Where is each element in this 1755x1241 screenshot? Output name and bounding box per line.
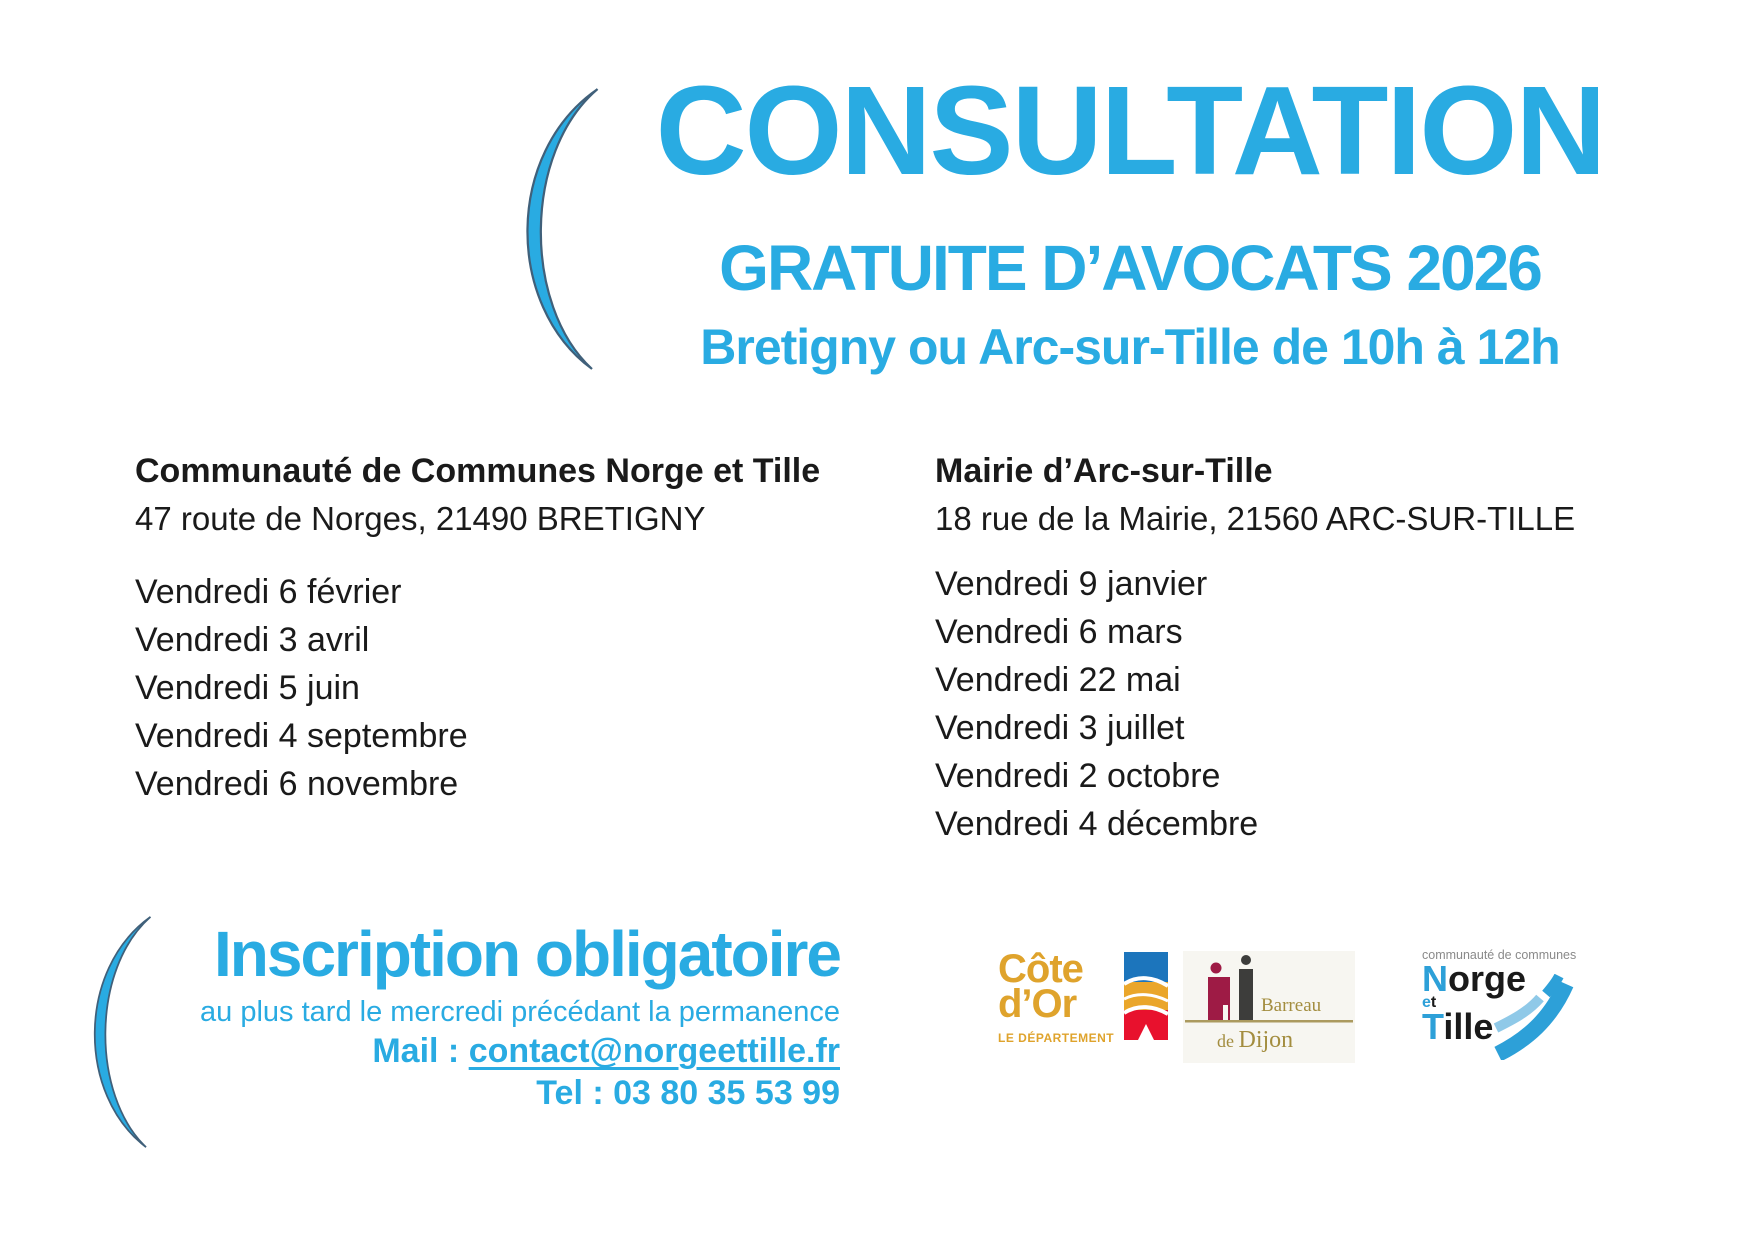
page-tagline: Bretigny ou Arc-sur-Tille de 10h à 12h <box>700 319 1560 375</box>
date-item: Vendredi 6 février <box>135 573 402 611</box>
location-address: 18 rue de la Mairie, 21560 ARC-SUR-TILLE <box>935 500 1576 537</box>
barreau-word2 <box>1217 1027 1293 1054</box>
date-item: Vendredi 6 novembre <box>135 765 459 803</box>
norge-initial: N <box>1422 958 1448 999</box>
date-item: Vendredi 6 mars <box>935 613 1183 651</box>
header-block <box>560 56 1700 376</box>
registration-mail-line <box>140 1030 840 1072</box>
tille-rest: ille <box>1443 1006 1494 1047</box>
registration-deadline: au plus tard le mercredi précédant la permanence <box>200 996 840 1028</box>
page-subtitle: GRATUITE D’AVOCATS 2026 <box>719 232 1541 304</box>
et-e: e <box>1422 994 1431 1011</box>
date-item: Vendredi 9 janvier <box>935 565 1208 603</box>
norge-tille-caption: communauté de communes <box>1422 948 1577 962</box>
barreau-word2-de: de <box>1217 1031 1239 1051</box>
logo-cote-dor <box>998 947 1168 1045</box>
date-item: Vendredi 4 décembre <box>935 805 1259 843</box>
page-title: CONSULTATION <box>655 60 1605 201</box>
registration-title: Inscription obligatoire <box>213 918 840 990</box>
cote-dor-wordmark <box>998 947 1115 1045</box>
logo-norge-et-tille <box>1422 948 1602 1068</box>
email-link[interactable]: contact@norgeettille.fr <box>468 1032 840 1070</box>
date-item: Vendredi 3 juillet <box>935 709 1185 747</box>
location-bretigny <box>135 448 905 808</box>
norge-rest: orge <box>1448 958 1527 999</box>
location-name: Mairie d’Arc-sur-Tille <box>935 452 1273 490</box>
location-arc-sur-tille <box>935 448 1675 848</box>
date-item: Vendredi 4 septembre <box>135 717 468 755</box>
cote-dor-caption: LE DÉPARTEMENT <box>998 1031 1115 1045</box>
location-name: Communauté de Communes Norge et Tille <box>135 452 821 490</box>
date-item: Vendredi 2 octobre <box>935 757 1221 795</box>
date-item: Vendredi 5 juin <box>135 669 360 707</box>
et-t: t <box>1430 994 1437 1011</box>
cote-dor-flag-icon <box>1124 952 1168 1040</box>
barreau-word1: Barreau <box>1261 995 1322 1016</box>
registration-phone: Tel : 03 80 35 53 99 <box>536 1074 840 1112</box>
barreau-word2-dijon: Dijon <box>1238 1027 1294 1053</box>
date-list-arc-sur-tille <box>935 560 1675 848</box>
cote-dor-line2: d’Or <box>998 982 1077 1026</box>
tille-initial: T <box>1422 1006 1444 1047</box>
date-item: Vendredi 22 mai <box>935 661 1181 699</box>
cote-dor-line1: Côte <box>998 947 1083 991</box>
river-swoosh-icon <box>1492 974 1584 1060</box>
location-address: 47 route de Norges, 21490 BRETIGNY <box>135 500 706 537</box>
logo-barreau-de-dijon <box>1183 951 1355 1063</box>
date-item: Vendredi 3 avril <box>135 621 370 659</box>
mail-label: Mail : <box>372 1032 469 1070</box>
date-list-bretigny <box>135 568 905 808</box>
registration-block <box>140 918 840 1114</box>
